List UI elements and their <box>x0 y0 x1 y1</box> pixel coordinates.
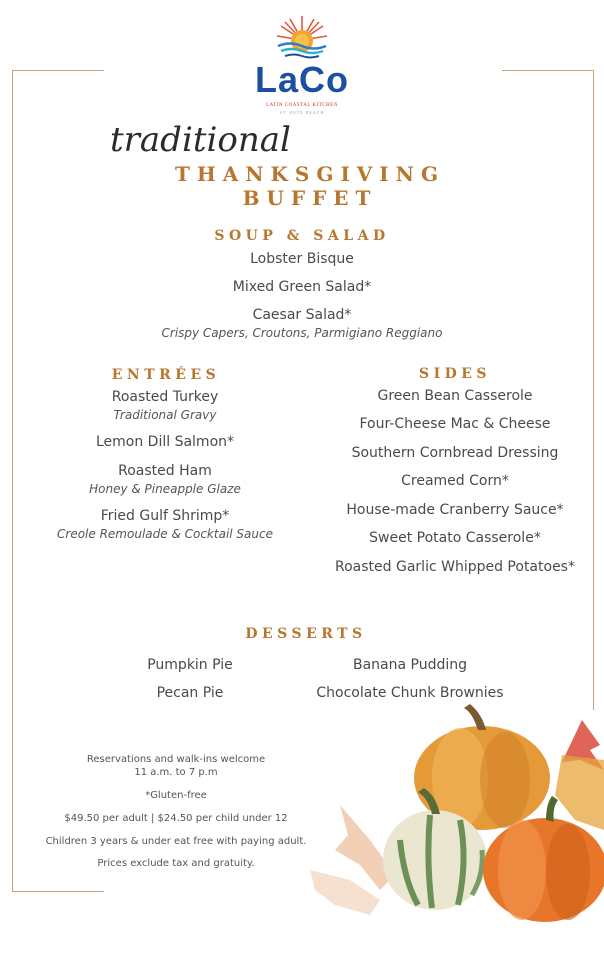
menu-item: Mixed Green Salad* <box>232 279 372 295</box>
header-script: traditional <box>110 120 291 160</box>
menu-item: Roasted Turkey <box>111 389 219 405</box>
frame-top-left <box>12 70 104 71</box>
prices-text: $49.50 per adult | $24.50 per child under 12 <box>64 813 288 824</box>
logo-tagline: LATIN COASTAL KITCHEN <box>266 103 338 108</box>
frame-left <box>12 70 13 892</box>
title-buffet: BUFFET <box>242 186 378 210</box>
frame-bottom-left <box>12 891 104 892</box>
reservations-text: Reservations and walk-ins welcome <box>86 754 266 765</box>
children-text: Children 3 years & under eat free with paying adult. <box>45 836 307 847</box>
title-thanksgiving: THANKSGIVING <box>174 162 446 186</box>
menu-item-note: Traditional Gravy <box>113 408 217 422</box>
menu-item: Pecan Pie <box>156 685 224 701</box>
sun-wave-icon <box>252 10 352 62</box>
desserts-heading: DESSERTS <box>245 626 367 642</box>
entrees-heading: ENTRÉES <box>111 367 221 383</box>
menu-item: Caesar Salad* <box>252 307 352 323</box>
menu-item-note: Creole Remoulade & Cocktail Sauce <box>57 527 273 541</box>
menu-item: Creamed Corn* <box>401 473 509 489</box>
menu-item: Sweet Potato Casserole* <box>369 530 541 546</box>
menu-item: Banana Pudding <box>352 657 468 673</box>
menu-item: Chocolate Chunk Brownies <box>316 685 504 701</box>
menu-item: Roasted Garlic Whipped Potatoes* <box>335 559 575 575</box>
menu-item-note: Honey & Pineapple Glaze <box>89 482 241 496</box>
logo-location: ST. PETE BEACH <box>279 110 325 115</box>
menu-item-note: Crispy Capers, Croutons, Parmigiano Reggiano <box>161 326 443 340</box>
menu-item: Pumpkin Pie <box>147 657 233 673</box>
sides-heading: SIDES <box>418 366 492 382</box>
soup-salad-heading: SOUP & SALAD <box>214 228 390 244</box>
pumpkin-illustration <box>300 700 604 960</box>
logo-wordmark: LaCo <box>255 59 349 100</box>
menu-item: House-made Cranberry Sauce* <box>346 502 564 518</box>
logo <box>252 10 352 120</box>
menu-item: Four-Cheese Mac & Cheese <box>359 416 551 432</box>
menu-item: Fried Gulf Shrimp* <box>100 508 230 524</box>
gluten-free-note: *Gluten-free <box>145 790 207 801</box>
tax-text: Prices exclude tax and gratuity. <box>97 858 255 869</box>
menu-item: Lobster Bisque <box>250 251 354 267</box>
menu-item: Southern Cornbread Dressing <box>351 445 559 461</box>
hours-text: 11 a.m. to 7 p.m <box>134 767 218 778</box>
menu-item: Roasted Ham <box>118 463 212 479</box>
frame-top-right <box>502 70 594 71</box>
menu-item: Lemon Dill Salmon* <box>95 434 235 450</box>
menu-item: Green Bean Casserole <box>377 388 533 404</box>
